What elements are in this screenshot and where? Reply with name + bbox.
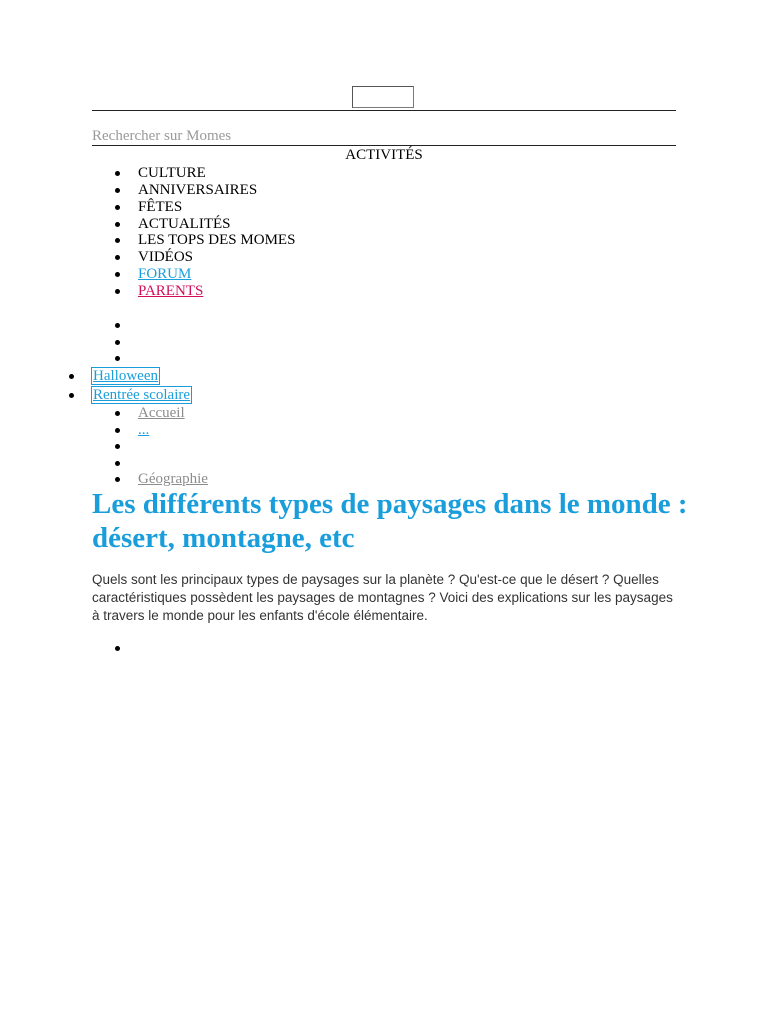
empty-list-bullet [115, 323, 120, 328]
bullet-icon [115, 444, 120, 449]
bullet-icon [69, 393, 74, 398]
menu-item-videos[interactable]: VIDÉOS [138, 249, 193, 265]
bullet-icon [115, 461, 120, 466]
empty-list-bullet [115, 646, 120, 651]
bullet-icon [115, 272, 120, 277]
search-input-placeholder[interactable]: Rechercher sur Momes [92, 128, 232, 144]
breadcrumb-ellipsis[interactable]: ... [138, 422, 149, 438]
bullet-icon [115, 289, 120, 294]
menu-item-actualites[interactable]: ACTUALITÉS [138, 216, 231, 232]
empty-list-bullet [115, 340, 120, 345]
bullet-icon [115, 171, 120, 176]
tag-link-rentree-scolaire[interactable]: Rentrée scolaire [93, 387, 191, 403]
empty-list-bullet [115, 356, 120, 361]
bullet-icon [115, 255, 120, 260]
menu-item-forum[interactable]: FORUM [138, 266, 191, 282]
menu-item-parents[interactable]: PARENTS [138, 283, 203, 299]
breadcrumb-current[interactable]: Géographie [138, 471, 208, 487]
menu-item-culture[interactable]: CULTURE [138, 165, 206, 181]
bullet-icon [115, 477, 120, 482]
breadcrumb-home[interactable]: Accueil [138, 405, 185, 421]
bullet-icon [115, 428, 120, 433]
bullet-icon [69, 374, 74, 379]
bullet-icon [115, 222, 120, 227]
tag-item-rentree[interactable] [92, 387, 191, 403]
bullet-icon [115, 238, 120, 243]
tag-item-halloween[interactable] [92, 368, 159, 384]
menu-item-tops[interactable]: LES TOPS DES MOMES [138, 232, 295, 248]
divider-bottom [92, 145, 676, 146]
menu-heading-activites[interactable]: ACTIVITÉS [345, 147, 423, 163]
article-title: Les différents types de paysages dans le monde : désert, montagne, etc [92, 488, 688, 554]
menu-item-anniversaires[interactable]: ANNIVERSAIRES [138, 182, 257, 198]
search-box[interactable] [352, 86, 414, 108]
menu-item-fetes[interactable]: FÊTES [138, 199, 182, 215]
bullet-icon [115, 411, 120, 416]
bullet-icon [115, 188, 120, 193]
divider-top [92, 110, 676, 111]
article-lede: Quels sont les principaux types de paysages sur la planète ? Qu'est-ce que le désert ? Quelles caractéristiques possèdent les paysages de montagnes ? Voici des explications sur les paysages à travers le monde pour les enfants d'école élémentaire. [92, 572, 673, 623]
tag-link-halloween[interactable]: Halloween [93, 368, 158, 384]
bullet-icon [115, 205, 120, 210]
